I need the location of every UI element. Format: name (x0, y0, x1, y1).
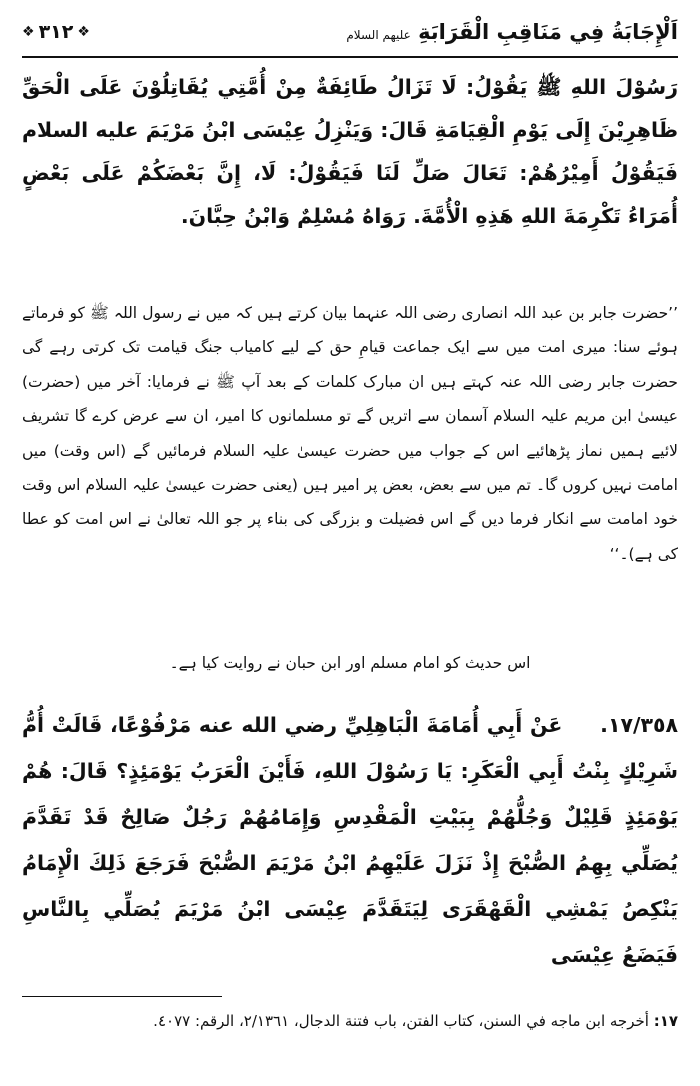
footnote-number: ١٧: (653, 1012, 678, 1030)
page-header (22, 12, 678, 52)
hadith-number: ١٧/٣٥٨. (600, 713, 679, 737)
header-divider (22, 56, 678, 58)
page-number (22, 21, 90, 43)
footnote-text: أخرجه ابن ماجه في السنن، كتاب الفتن، باب فتنة الدجال، ٢/١٣٦١، الرقم: ٤٠٧٧. (153, 1012, 649, 1030)
arabic-hadith-text: رَسُوْلَ اللهِ ﷺ يَقُوْلُ: لَا تَزَالُ طَائِفَةٌ مِنْ أُمَّتِي يُقَاتِلُوْنَ عَلَى الْحَقِّ ظَاهِرِيْنَ إِلَى يَوْمِ الْقِيَامَةِ قَالَ: وَيَنْزِلُ عِيْسَى ابْنُ مَرْيَمَ عليه السلام فَيَقُوْلُ أَمِيْرُهُمْ: تَعَالَ صَلِّ لَنَا فَيَقُوْلُ: لَا، إِنَّ بَعْضَكُمْ عَلَى بَعْضٍ أُمَرَاءُ تَكْرِمَةَ اللهِ هَذِهِ الْأُمَّةَ. رَوَاهُ مُسْلِمٌ وَابْنُ حِبَّانَ. (22, 75, 678, 228)
arabic-hadith-text-2 (22, 702, 678, 978)
book-title (346, 20, 678, 44)
page-number-value: ٣١٢ (38, 21, 74, 43)
footnote (22, 1004, 678, 1038)
footnote-divider (22, 996, 222, 997)
ornament-icon: ❖ (22, 24, 35, 40)
book-title-suffix: عليهم السلام (346, 28, 411, 42)
book-title-text: اَلْإِجَابَةُ فِي مَنَاقِبِ الْقَرَابَةِ (418, 20, 678, 44)
urdu-translation: ’’حضرت جابر بن عبد اللہ انصاری رضی اللہ عنہما بیان کرتے ہیں کہ میں نے رسول اللہ ﷺ کو فرماتے ہوئے سنا: میری امت میں سے ایک جماعت قیامِ حق کے لیے کامیاب جنگ قیامت تک کرتی رہے گی حضرت جابر رضی اللہ عنہ کہتے ہیں ان مبارک کلمات کے بعد آپ ﷺ نے فرمایا: آخر میں (حضرت) عیسیٰ ابن مریم علیہ السلام آسمان سے اتریں گے تو مسلمانوں کا امیر، ان سے عرض کرے گا تشریف لائیے ہمیں نماز پڑھائیے اس کے جواب میں حضرت عیسیٰ علیہ السلام فرمائیں گے (اس وقت) میں امامت نہیں کروں گا۔ تم میں سے بعض، بعض پر امیر ہیں (یعنی حضرت عیسیٰ علیہ السلام اس وقت خود امامت سے انکار فرما دیں گے اس فضیلت و بزرگی کی بناء پر جو اللہ تعالیٰ نے اس امت کو عطا کی ہے)۔‘‘ (22, 304, 678, 563)
hadith-body: عَنْ أَبِي أُمَامَةَ الْبَاهِلِيِّ رضي الله عنه مَرْفُوْعًا، قَالَتْ أُمُّ شَرِيْكٍ بِنْتُ أَبِي الْعَكَرِ: يَا رَسُوْلَ اللهِ، فَأَيْنَ الْعَرَبُ يَوْمَئِذٍ؟ قَالَ: هُمْ يَوْمَئِذٍ قَلِيْلٌ وَجُلُّهُمْ بِبَيْتِ الْمَقْدِسِ وَإِمَامُهُمْ رَجُلٌ صَالِحٌ قَدْ تَقَدَّمَ يُصَلِّي بِهِمُ الصُّبْحَ إِذْ نَزَلَ عَلَيْهِمُ ابْنُ مَرْيَمَ الصُّبْحَ فَرَجَعَ ذَلِكَ الْإِمَامُ يَنْكِصُ يَمْشِي الْقَهْقَرَى لِيَتَقَدَّمَ عِيْسَى ابْنُ مَرْيَمَ يُصَلِّي بِالنَّاسِ فَيَضَعُ عِيْسَى (22, 713, 678, 967)
ornament-icon: ❖ (77, 24, 90, 40)
urdu-narration-note: اس حدیث کو امام مسلم اور ابن حبان نے روایت کیا ہے۔ (169, 654, 531, 672)
